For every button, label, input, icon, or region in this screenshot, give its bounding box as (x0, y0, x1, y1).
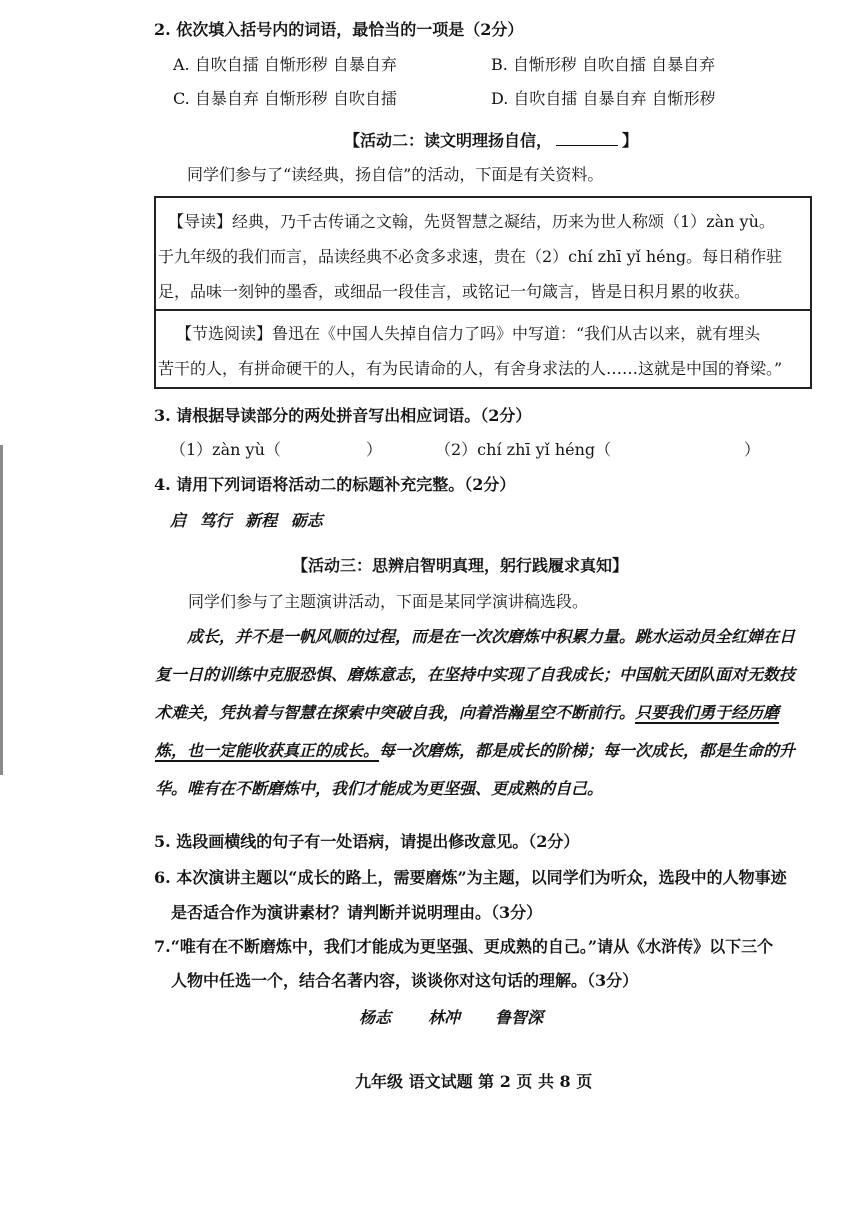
activity-2-title-left: 【活动二：读文明理扬自信， (344, 131, 553, 150)
excerpt-line-2: 苦干的人，有拼命硬干的人，有为民请命的人，有舍身求法的人……这就是中国的脊梁。” (158, 359, 783, 378)
q7-name-yangzhi: 杨志 (359, 1008, 392, 1027)
excerpt-reading-box (154, 309, 812, 389)
question-5-stem: 5. 选段画横线的句子有一处语病，请提出修改意见。（2分） (154, 832, 580, 851)
question-7-line-2: 人物中任选一个，结合名著内容，谈谈你对这句话的理解。（3分） (171, 971, 639, 990)
q3-part1-close: ） (366, 440, 383, 459)
speech-excerpt (155, 618, 821, 808)
q3-part1-open: （1）zàn yù（ (170, 440, 281, 459)
title-blank-line (556, 131, 618, 146)
question-4-stem: 4. 请用下列词语将活动二的标题补充完整。（2分） (154, 475, 516, 494)
guide-reading-box (154, 196, 812, 311)
page-footer: 九年级 语文试题 第 2 页 共 8 页 (355, 1072, 593, 1091)
activity-3-title: 【活动三：思辨启智明真理，躬行践履求真知】 (292, 556, 629, 575)
question-6-line-2: 是否适合作为演讲素材？请判断并说明理由。（3分） (171, 903, 543, 922)
option-d: D. 自吹自擂 自暴自弃 自惭形秽 (491, 89, 716, 108)
guide-line-1: 【导读】经典，乃千古传诵之文翰，先贤智慧之凝结，历来为世人称颂（1）zàn yù。 (168, 212, 775, 231)
speech-line-4 (155, 732, 821, 770)
speech-line-3 (155, 694, 821, 732)
activity-2-title (344, 128, 638, 151)
guide-line-2: 于九年级的我们而言，品读经典不必贪多求速，贵在（2）chí zhī yǐ héng。每日稍作驻 (158, 247, 783, 266)
q3-part2-close: ） (744, 440, 761, 459)
speech-line-2: 复一日的训练中克服恐惧、磨炼意志，在坚持中实现了自我成长；中国航天团队面对无数技 (155, 665, 796, 684)
activity-2-title-right: 】 (622, 131, 639, 150)
underlined-sentence-part-1: 只要我们勇于经历磨 (635, 703, 780, 722)
q7-name-linchong: 林冲 (428, 1008, 461, 1027)
scan-edge-mark (0, 445, 3, 775)
underlined-sentence-part-2: 炼，也一定能收获真正的成长。 (155, 741, 380, 760)
option-c: C. 自暴自弃 自惭形秽 自吹自擂 (173, 89, 398, 108)
activity-2-intro: 同学们参与了“读经典，扬自信”的活动，下面是有关资料。 (187, 165, 604, 184)
question-3-stem: 3. 请根据导读部分的两处拼音写出相应词语。（2分） (154, 406, 532, 425)
question-6-line-1: 6. 本次演讲主题以“成长的路上，需要磨炼”为主题，以同学们为听众，选段中的人物事迹 (154, 868, 787, 887)
speech-line-5: 华。唯有在不断磨炼中，我们才能成为更坚强、更成熟的自己。 (155, 779, 604, 798)
option-a: A. 自吹自擂 自惭形秽 自暴自弃 (173, 55, 397, 74)
excerpt-line-1: 【节选阅读】鲁迅在《中国人失掉自信力了吗》中写道：“我们从古以来，就有埋头 (176, 324, 761, 343)
activity-3-intro: 同学们参与了主题演讲活动，下面是某同学演讲稿选段。 (188, 592, 589, 611)
q3-part2-open: （2）chí zhī yǐ héng（ (435, 440, 612, 459)
question-2-stem: 2. 依次填入括号内的词语，最恰当的一项是（2分） (154, 20, 524, 39)
speech-line-1: 成长，并不是一帆风顺的过程，而是在一次次磨炼中积累力量。跳水运动员全红婵在日 (187, 627, 796, 646)
speech-line-4-text: 每一次磨炼，都是成长的阶梯；每一次成长，都是生命的升 (379, 741, 796, 760)
speech-line-3-text: 术难关，凭执着与智慧在探索中突破自我，向着浩瀚星空不断前行。 (155, 703, 636, 722)
guide-line-3: 足，品味一刻钟的墨香，或细品一段佳言，或铭记一句箴言，皆是日积月累的收获。 (158, 282, 751, 301)
question-7-line-1: 7.“唯有在不断磨炼中，我们才能成为更坚强、更成熟的自己。”请从《水浒传》以下三个 (154, 937, 774, 956)
q7-name-luzhishen: 鲁智深 (495, 1008, 544, 1027)
option-b: B. 自惭形秽 自吹自擂 自暴自弃 (491, 55, 716, 74)
q4-word-list: 启 笃行 新程 砺志 (170, 511, 323, 530)
